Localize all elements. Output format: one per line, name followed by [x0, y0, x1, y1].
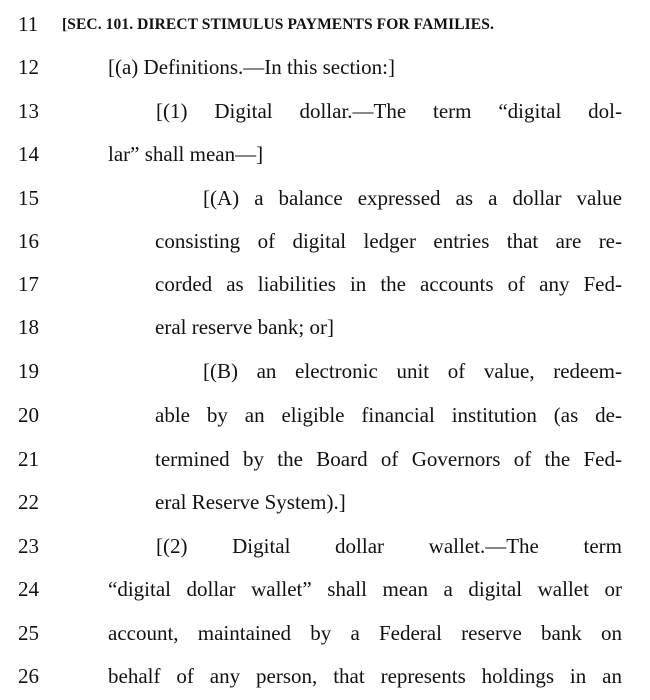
bill-line [0, 139, 650, 169]
bill-line [0, 487, 650, 517]
line-number: 15 [18, 186, 39, 210]
paragraph-text: lar” shall mean—] [108, 142, 264, 166]
bill-line [0, 52, 650, 82]
bill-line [0, 269, 650, 299]
section-heading: [SEC. 101. DIRECT STIMULUS PAYMENTS FOR FAMILIES. [62, 16, 494, 33]
bill-line [0, 96, 650, 126]
line-number: 12 [18, 55, 39, 79]
bill-line [0, 183, 650, 213]
line-number: 22 [18, 490, 39, 514]
line-number: 17 [18, 272, 39, 296]
line-number: 13 [18, 99, 39, 123]
line-number: 18 [18, 315, 39, 339]
bill-line [0, 531, 650, 561]
bill-line [0, 661, 650, 691]
paragraph-text: behalf of any person, that represents holdings in an [108, 664, 622, 688]
subparagraph-text: eral Reserve System).] [155, 490, 346, 514]
paragraph-text: account, maintained by a Federal reserve bank on [108, 621, 622, 645]
line-number: 25 [18, 621, 39, 645]
subparagraph-text: able by an eligible financial institution (as de- [155, 403, 622, 427]
subparagraph-text: consisting of digital ledger entries that are re- [155, 229, 622, 253]
line-number: 16 [18, 229, 39, 253]
bill-line [0, 356, 650, 386]
line-number: 23 [18, 534, 39, 558]
subparagraph-text: eral reserve bank; or] [155, 315, 334, 339]
line-number: 24 [18, 577, 39, 601]
line-number: 19 [18, 359, 39, 383]
line-number: 14 [18, 142, 39, 166]
bill-line [0, 574, 650, 604]
line-number: 11 [18, 12, 39, 36]
bill-line [0, 9, 650, 39]
subsection-heading: [(a) Definitions.—In this section:] [108, 55, 395, 79]
line-number: 20 [18, 403, 39, 427]
paragraph-text: [(2) Digital dollar wallet.—The term [156, 534, 622, 558]
bill-line [0, 226, 650, 256]
bill-line [0, 444, 650, 474]
line-number: 21 [18, 447, 39, 471]
subparagraph-text: [(B) an electronic unit of value, redeem- [203, 359, 622, 383]
paragraph-text: [(1) Digital dollar.—The term “digital dol- [156, 99, 622, 123]
subparagraph-text: termined by the Board of Governors of the Fed- [155, 447, 622, 471]
subparagraph-text: [(A) a balance expressed as a dollar value [203, 186, 622, 210]
bill-line [0, 312, 650, 342]
line-number: 26 [18, 664, 39, 688]
bill-line [0, 400, 650, 430]
paragraph-text: “digital dollar wallet” shall mean a digital wallet or [108, 577, 622, 601]
bill-line [0, 618, 650, 648]
subparagraph-text: corded as liabilities in the accounts of any Fed- [155, 272, 622, 296]
